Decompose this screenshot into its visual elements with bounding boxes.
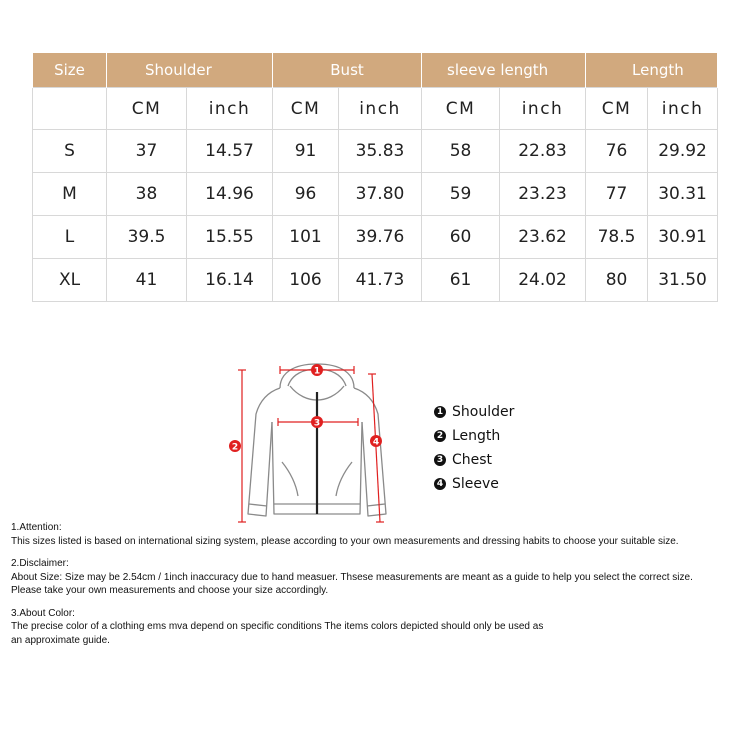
color-line: an approximate guide. <box>11 634 110 646</box>
table-cell: 59 <box>422 173 500 216</box>
legend-label: Shoulder <box>452 404 515 420</box>
disclaimer-title: 2.Disclaimer: <box>11 558 69 569</box>
color-title: 3.About Color: <box>11 607 75 619</box>
table-cell: 30.91 <box>648 216 718 259</box>
legend-label: Chest <box>452 452 493 468</box>
legend-number: 2 <box>434 430 446 442</box>
legend-label: Sleeve <box>452 476 499 492</box>
marker-label: 1 <box>313 366 321 377</box>
header-length: Length <box>586 53 718 88</box>
unit-cell: inch <box>648 88 718 130</box>
table-cell: 22.83 <box>500 130 586 173</box>
table-cell: 61 <box>422 259 500 302</box>
table-cell: 41 <box>107 259 187 302</box>
legend-number: 4 <box>434 478 446 490</box>
table-cell: 78.5 <box>586 216 648 259</box>
table-cell: 80 <box>586 259 648 302</box>
size-label: XL <box>33 259 107 302</box>
table-row <box>33 173 718 216</box>
unit-cell: inch <box>500 88 586 130</box>
unit-cell: CM <box>586 88 648 130</box>
marker-1-icon <box>311 364 323 377</box>
table-cell: 14.96 <box>187 173 273 216</box>
unit-cell: CM <box>273 88 339 130</box>
table-cell: 23.62 <box>500 216 586 259</box>
diagram-legend <box>434 400 514 496</box>
table-cell: 96 <box>273 173 339 216</box>
table-cell: 31.50 <box>648 259 718 302</box>
table-cell: 16.14 <box>187 259 273 302</box>
legend-number: 1 <box>434 406 446 418</box>
header-size: Size <box>33 53 107 88</box>
unit-cell: CM <box>422 88 500 130</box>
header-sleeve-length: sleeve length <box>422 53 586 88</box>
table-cell: 14.57 <box>187 130 273 173</box>
table-cell: 39.76 <box>339 216 422 259</box>
table-row <box>33 216 718 259</box>
table-cell: 35.83 <box>339 130 422 173</box>
attention-title: 1.Attention: <box>11 522 62 533</box>
table-cell: 77 <box>586 173 648 216</box>
unit-cell: inch <box>187 88 273 130</box>
table-row <box>33 130 718 173</box>
legend-item-sleeve <box>434 472 514 496</box>
table-cell: 106 <box>273 259 339 302</box>
legend-item-length <box>434 424 514 448</box>
table-cell: 23.23 <box>500 173 586 216</box>
table-header-row <box>33 53 718 88</box>
header-shoulder: Shoulder <box>107 53 273 88</box>
legend-item-shoulder <box>434 400 514 424</box>
marker-label: 3 <box>313 418 321 429</box>
disclaimer-line: About Size: Size may be 2.54cm / 1inch inaccuracy due to hand measuer. Thsese measurements are meant as a guide to help you select the correct size. <box>11 571 693 583</box>
header-bust: Bust <box>273 53 422 88</box>
size-chart-table <box>32 53 718 302</box>
table-cell: 58 <box>422 130 500 173</box>
marker-label: 2 <box>231 442 239 453</box>
table-row <box>33 259 718 302</box>
size-notes <box>11 521 746 647</box>
legend-label: Length <box>452 428 501 444</box>
table-cell: 37 <box>107 130 187 173</box>
size-label: L <box>33 216 107 259</box>
legend-number: 3 <box>434 454 446 466</box>
unit-cell: CM <box>107 88 187 130</box>
color-line: The precise color of a clothing ems mva depend on specific conditions The items colors depicted should only be used as <box>11 621 544 632</box>
legend-item-chest <box>434 448 514 472</box>
table-cell: 41.73 <box>339 259 422 302</box>
table-cell: 91 <box>273 130 339 173</box>
table-cell: 29.92 <box>648 130 718 173</box>
marker-2-icon <box>229 440 241 453</box>
size-label: M <box>33 173 107 216</box>
marker-label: 4 <box>372 437 380 448</box>
table-cell: 76 <box>586 130 648 173</box>
table-cell: 37.80 <box>339 173 422 216</box>
size-label: S <box>33 130 107 173</box>
attention-text: This sizes listed is based on international sizing system, please according to your own measurements and dressing habits to choose your suitable size. <box>11 535 679 547</box>
disclaimer-line: Please take your own measurements and choose your size accordingly. <box>11 585 329 596</box>
unit-cell: inch <box>339 88 422 130</box>
table-cell: 60 <box>422 216 500 259</box>
table-cell: 101 <box>273 216 339 259</box>
table-cell: 30.31 <box>648 173 718 216</box>
table-cell: 24.02 <box>500 259 586 302</box>
jacket-measurement-diagram <box>218 352 398 530</box>
table-cell: 39.5 <box>107 216 187 259</box>
table-units-row <box>33 88 718 130</box>
units-blank <box>33 88 107 130</box>
marker-3-icon <box>311 416 323 429</box>
table-cell: 15.55 <box>187 216 273 259</box>
table-cell: 38 <box>107 173 187 216</box>
